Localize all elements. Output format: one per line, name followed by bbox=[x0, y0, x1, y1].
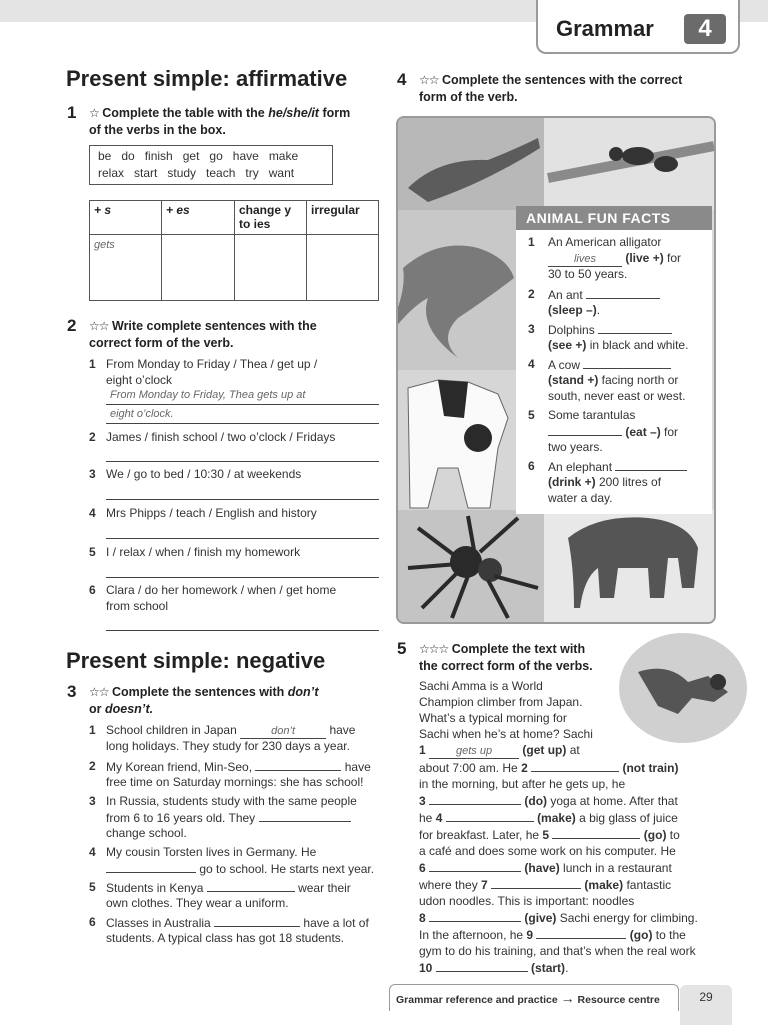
fact-1: 1 An American alligator lives (live +) for 30 to 50 years. bbox=[528, 235, 682, 281]
answer-line-example[interactable]: eight o’clock. bbox=[106, 408, 379, 424]
table-cell[interactable] bbox=[307, 235, 379, 301]
word-box-word: try bbox=[245, 166, 259, 180]
table-header-change-y: change y to ies bbox=[235, 201, 307, 235]
gap[interactable] bbox=[259, 809, 351, 822]
table-header-es: + es bbox=[162, 201, 235, 235]
ant-shape bbox=[622, 147, 654, 165]
exercise-2-item-2: 2 James / finish school / two o’clock / Fridays bbox=[89, 430, 336, 444]
arrow-right-icon: → bbox=[560, 990, 575, 1006]
exercise-5-number: 5 bbox=[397, 639, 407, 658]
gap[interactable] bbox=[531, 759, 619, 772]
section-title-affirmative: Present simple: affirmative bbox=[66, 66, 348, 91]
animal-fun-facts-title: ANIMAL FUN FACTS bbox=[516, 206, 712, 230]
word-box-word: start bbox=[134, 166, 158, 180]
exercise-3-item-1: 1 School children in Japan don’t have long holidays. They study for 230 days a year. bbox=[89, 723, 356, 753]
exercise-2-instruction: ☆☆ Write complete sentences with the correct form of the verb. bbox=[89, 319, 317, 350]
gap[interactable] bbox=[552, 826, 640, 839]
gap[interactable] bbox=[214, 914, 300, 927]
exercise-3-item-4: 4 My cousin Torsten lives in Germany. He go to school. He starts next year. bbox=[89, 845, 375, 876]
gap[interactable] bbox=[429, 909, 521, 922]
answer-line[interactable] bbox=[106, 499, 379, 500]
word-box-word: study bbox=[167, 166, 197, 180]
exercise-2-item-4: 4 Mrs Phipps / teach / English and history bbox=[89, 506, 317, 520]
page-header-title: Grammar bbox=[556, 16, 654, 41]
exercise-1-number: 1 bbox=[67, 103, 77, 122]
difficulty-stars: ☆☆ bbox=[89, 319, 109, 333]
word-box-row bbox=[98, 165, 324, 182]
exercise-4-number: 4 bbox=[397, 70, 407, 89]
gap[interactable] bbox=[491, 876, 581, 889]
word-box-word: do bbox=[121, 149, 135, 163]
difficulty-stars: ☆ bbox=[89, 106, 99, 120]
difficulty-stars: ☆☆ bbox=[89, 685, 109, 699]
answer-line[interactable] bbox=[106, 538, 379, 539]
answer-line[interactable] bbox=[106, 630, 379, 631]
footer-link[interactable]: Grammar reference and practice → Resource centre bbox=[396, 990, 660, 1006]
fact-6: 6 An elephant (drink +) 200 litres of water a day. bbox=[528, 458, 708, 474]
fact-5: 5 Some tarantulas (eat –) for two years. bbox=[528, 408, 679, 454]
answer-line-example[interactable]: From Monday to Friday, Thea gets up at bbox=[106, 389, 379, 405]
exercise-3-item-6: 6 Classes in Australia have a lot of students. A typical class has got 18 students. bbox=[89, 915, 369, 945]
table-cell[interactable] bbox=[235, 235, 307, 301]
table-header-irregular: irregular bbox=[307, 201, 379, 235]
exercise-3-item-5: 5 Students in Kenya wear their own clothes. They wear a uniform. bbox=[89, 880, 351, 910]
exercise-3-instruction: ☆☆ Complete the sentences with don’t or doesn’t. bbox=[89, 685, 319, 716]
word-box-word: finish bbox=[144, 149, 173, 163]
exercise-2-number: 2 bbox=[67, 316, 77, 335]
gap[interactable] bbox=[106, 860, 196, 873]
gap[interactable] bbox=[548, 423, 622, 436]
fact-3: 3 Dolphins (see +) in black and white. bbox=[528, 322, 689, 352]
answer-line[interactable] bbox=[106, 577, 379, 578]
gap[interactable] bbox=[429, 792, 521, 805]
word-box-word: have bbox=[232, 149, 259, 163]
answer-line[interactable] bbox=[106, 461, 379, 462]
word-box-word: go bbox=[209, 149, 223, 163]
word-box-row bbox=[98, 148, 324, 165]
page-number: 29 bbox=[680, 985, 732, 1025]
word-box-word: make bbox=[268, 149, 299, 163]
sachi-text: Sachi Amma is a World Champion climber from Japan. What’s a typical morning for Sachi when he’s at home? Sachi 1 gets up (get up) at about 7:00 am. He 2 (not train) in the morning, but after he gets up, he 3 (do) yoga at home. After that he 4 (make) a big glass of juice for breakfast. Later, he 5 (go) to a café and does some work on his computer. He 6 (have) lunch in a restaurant where they 7 (make) fantastic udon noodles. This is important: noodles 8 (give) Sachi energy for climbing. In the afternoon, he 9 (go) to the gym to do his training, and that’s when the real work 10 (start). bbox=[419, 679, 698, 975]
section-title-negative: Present simple: negative bbox=[66, 648, 326, 673]
gap-example[interactable]: gets up bbox=[429, 746, 519, 759]
word-box-word: want bbox=[268, 166, 295, 180]
exercise-2-item-3: 3 We / go to bed / 10:30 / at weekends bbox=[89, 467, 302, 481]
gap[interactable] bbox=[598, 321, 672, 334]
gap[interactable] bbox=[586, 286, 660, 299]
exercise-1-instruction: ☆ Complete the table with the he/she/it form of the verbs in the box. bbox=[89, 106, 351, 137]
gap[interactable] bbox=[255, 758, 341, 771]
exercise-3-item-3: 3 In Russia, students study with the same people from 6 to 16 years old. They change school. bbox=[89, 794, 357, 840]
gap-example[interactable]: lives bbox=[548, 254, 622, 267]
gap-example[interactable]: don’t bbox=[240, 726, 326, 739]
exercise-2-item-6: 6 Clara / do her homework / when / get home from school bbox=[89, 583, 337, 613]
fact-2: 2 An ant (sleep –). bbox=[528, 286, 708, 302]
exercise-2-item-1: 1 From Monday to Friday / Thea / get up / eight o’clock bbox=[89, 357, 318, 387]
gap[interactable] bbox=[436, 959, 528, 972]
gap[interactable] bbox=[615, 458, 687, 471]
gap[interactable] bbox=[583, 356, 671, 369]
unit-badge: 4 bbox=[684, 14, 726, 44]
difficulty-stars: ☆☆ bbox=[419, 73, 439, 87]
exercise-3-item-2: 2 My Korean friend, Min-Seo, have free time on Saturday mornings: she has school! bbox=[89, 759, 371, 789]
gap[interactable] bbox=[536, 926, 626, 939]
verb-table bbox=[89, 200, 379, 301]
word-box-word: be bbox=[98, 149, 112, 163]
word-box-word: teach bbox=[206, 166, 236, 180]
exercise-3-number: 3 bbox=[67, 682, 77, 701]
difficulty-stars: ☆☆☆ bbox=[419, 642, 449, 656]
table-cell-example[interactable]: gets bbox=[90, 235, 162, 301]
gap[interactable] bbox=[446, 809, 534, 822]
table-cell[interactable] bbox=[162, 235, 235, 301]
gap[interactable] bbox=[207, 879, 295, 892]
exercise-5-instruction: ☆☆☆ Complete the text with the correct form of the verbs. bbox=[419, 642, 593, 673]
exercise-4-instruction: ☆☆ Complete the sentences with the correct form of the verb. bbox=[419, 73, 683, 104]
gap[interactable] bbox=[429, 859, 521, 872]
word-box-word: get bbox=[182, 149, 200, 163]
exercise-2-item-5: 5 I / relax / when / finish my homework bbox=[89, 545, 301, 559]
table-header-s: + s bbox=[90, 201, 162, 235]
fact-4: 4 A cow (stand +) facing north or south, never east or west. bbox=[528, 357, 686, 403]
verb-word-box bbox=[89, 145, 333, 185]
word-box-word: relax bbox=[98, 166, 125, 180]
